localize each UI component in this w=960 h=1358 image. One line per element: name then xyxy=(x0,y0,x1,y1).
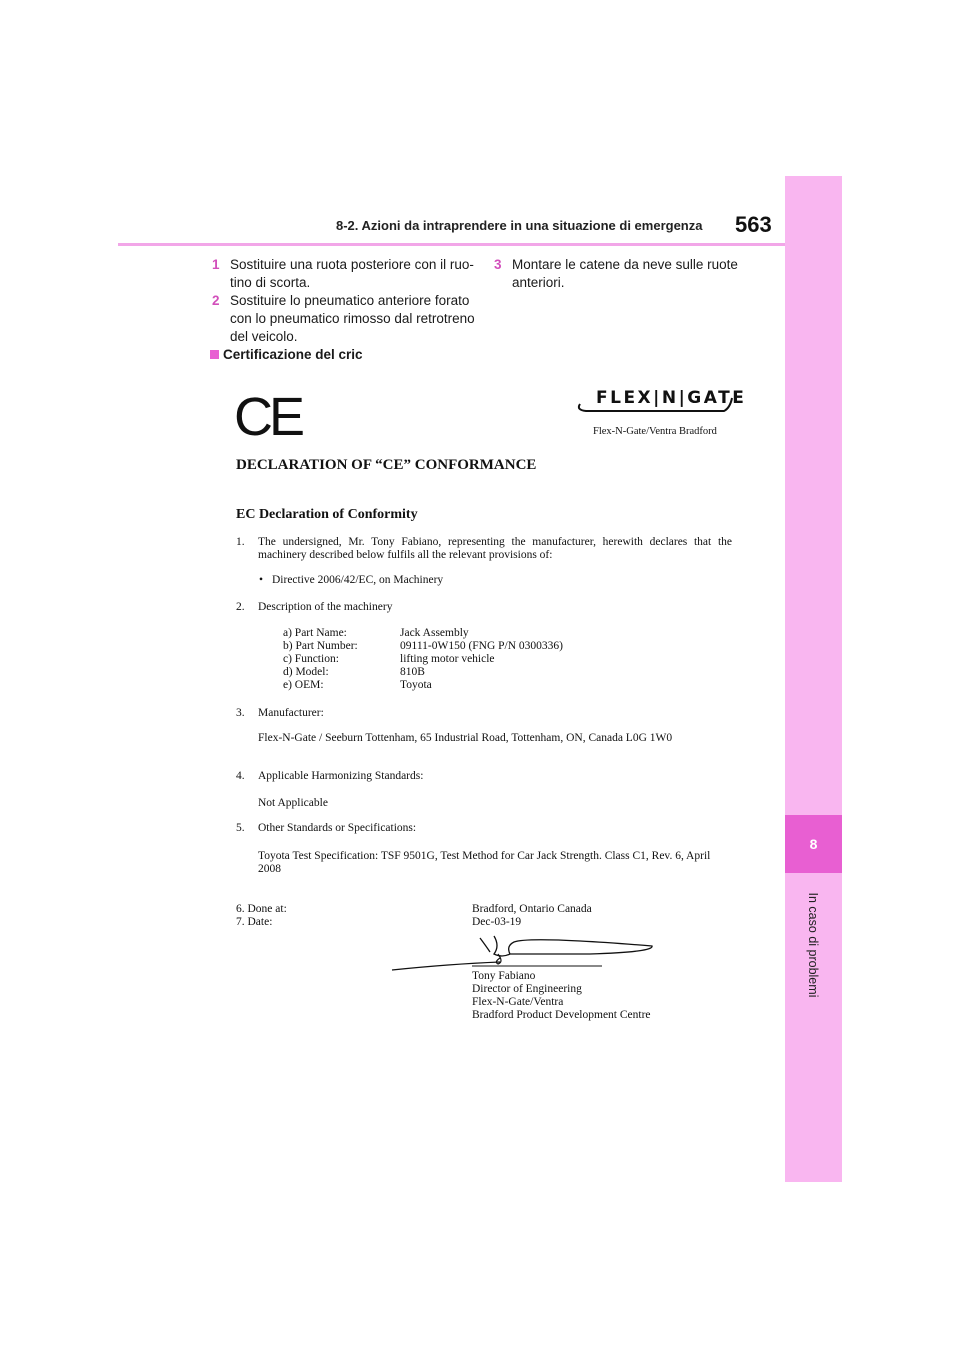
specification-line: 2008 xyxy=(258,863,281,875)
signature-icon xyxy=(390,932,660,974)
signatory-line: Flex-N-Gate/Ventra xyxy=(472,996,564,1008)
standards-value: Not Applicable xyxy=(258,797,328,809)
subheading-text: Certificazione del cric xyxy=(223,347,363,362)
item-number: 2. xyxy=(236,601,245,613)
chapter-side-strip xyxy=(785,176,842,1182)
declaration-statement: The undersigned, Mr. Tony Fabiano, representing the manufacturer, herewith declares that the machinery described below fulfils all the relevant provisions of: xyxy=(258,536,732,561)
step-item xyxy=(494,256,764,296)
ec-declaration-title: EC Declaration of Conformity xyxy=(236,507,418,522)
item-number: 1. xyxy=(236,536,245,548)
step-text-line: Sostituire una ruota posteriore con il ruo- xyxy=(230,257,474,272)
step-text-line: anteriori. xyxy=(512,275,565,290)
step-text-line: con lo pneumatico rimosso dal retrotreno xyxy=(230,311,475,326)
bullet-icon: • xyxy=(259,574,264,586)
step-text-line: Sostituire lo pneumatico anteriore forato xyxy=(230,293,470,308)
chapter-number-tab[interactable]: 8 xyxy=(785,815,842,873)
machinery-label: c) Function: xyxy=(283,653,339,665)
step-text-line: Montare le catene da neve sulle ruote xyxy=(512,257,738,272)
signatory-line: Tony Fabiano xyxy=(472,970,536,982)
machinery-label: b) Part Number: xyxy=(283,640,358,652)
item-text: Description of the machinery xyxy=(258,601,393,613)
step-item xyxy=(212,256,482,296)
signatory-line: Director of Engineering xyxy=(472,983,582,995)
step-number: 2 xyxy=(212,293,220,308)
step-text-line: tino di scorta. xyxy=(230,275,311,290)
chapter-label: In caso di problemi xyxy=(806,892,820,998)
date-label: 7. Date: xyxy=(236,916,273,928)
machinery-value: lifting motor vehicle xyxy=(400,653,495,665)
done-at-label: 6. Done at: xyxy=(236,903,287,915)
step-text-line: del veicolo. xyxy=(230,329,298,344)
manufacturer-address: Flex-N-Gate / Seeburn Tottenham, 65 Industrial Road, Tottenham, ON, Canada L0G 1W0 xyxy=(258,732,673,744)
declaration-title: DECLARATION OF “CE” CONFORMANCE xyxy=(236,457,537,473)
item-text: Applicable Harmonizing Standards: xyxy=(258,770,424,782)
machinery-label: d) Model: xyxy=(283,666,329,678)
item-number: 5. xyxy=(236,822,245,834)
jack-certification-document xyxy=(226,380,746,1040)
item-text: Manufacturer: xyxy=(258,707,324,719)
step-number: 3 xyxy=(494,257,502,272)
logo-subtitle: Flex-N-Gate/Ventra Bradford xyxy=(593,426,717,437)
signatory-line: Bradford Product Development Centre xyxy=(472,1009,651,1021)
square-bullet-icon xyxy=(210,350,219,359)
item-number: 3. xyxy=(236,707,245,719)
directive-text: Directive 2006/42/EC, on Machinery xyxy=(272,574,444,586)
machinery-value: Toyota xyxy=(400,679,432,691)
item-number: 4. xyxy=(236,770,245,782)
section-title: 8-2. Azioni da intraprendere in una situazione di emergenza xyxy=(336,218,703,233)
machinery-value: Jack Assembly xyxy=(400,627,469,639)
step-item xyxy=(212,292,482,348)
logo-wordmark: FLEX|N|GATE xyxy=(596,388,747,408)
date-value: Dec-03-19 xyxy=(472,916,522,928)
machinery-value: 09111-0W150 (FNG P/N 0300336) xyxy=(400,640,564,652)
page-number: 563 xyxy=(735,212,772,237)
subheading xyxy=(210,347,363,362)
done-at-value: Bradford, Ontario Canada xyxy=(472,903,592,915)
machinery-label: a) Part Name: xyxy=(283,627,347,639)
machinery-value: 810B xyxy=(400,666,425,678)
step-number: 1 xyxy=(212,257,220,272)
header-rule xyxy=(118,243,785,246)
ce-mark: CE xyxy=(234,387,302,447)
specification-line: Toyota Test Specification: TSF 9501G, Test Method for Car Jack Strength. Class C1, Rev. 6, April xyxy=(258,850,711,862)
machinery-label: e) OEM: xyxy=(283,679,324,691)
item-text: Other Standards or Specifications: xyxy=(258,822,417,834)
